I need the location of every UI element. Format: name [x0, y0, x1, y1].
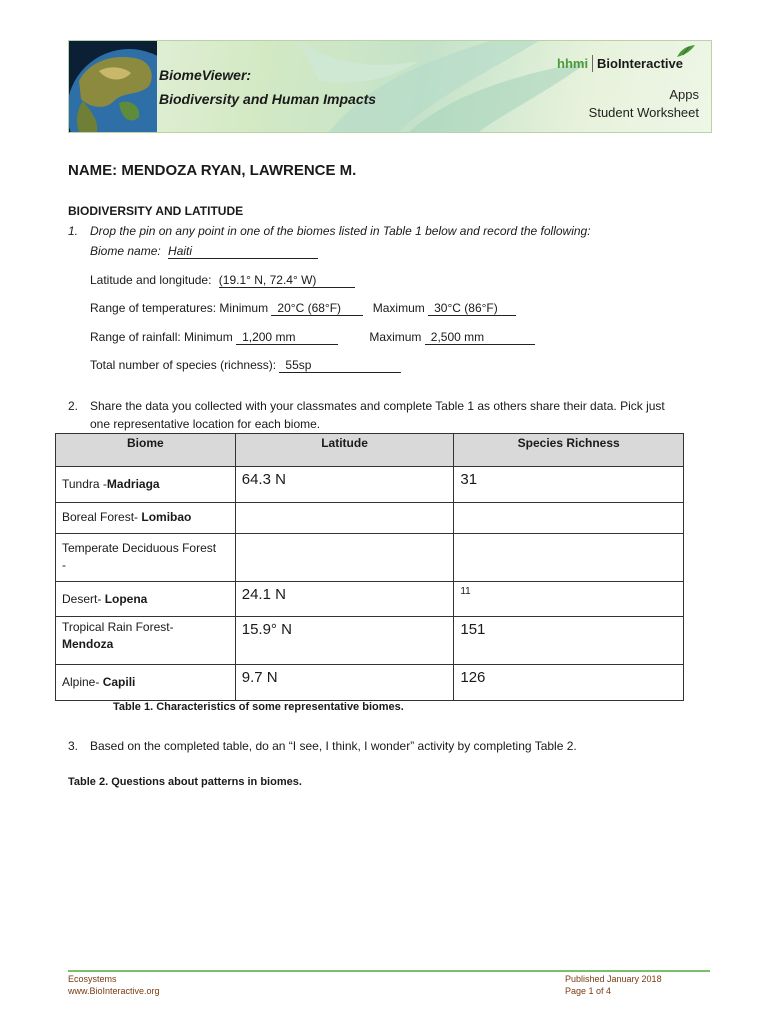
biome-name-row — [90, 243, 318, 259]
footer-divider — [68, 970, 710, 972]
q1-number: 1. — [68, 224, 79, 238]
table-row — [56, 617, 684, 665]
species-field: 55sp — [279, 358, 401, 373]
biome-name-field: Haiti — [168, 244, 318, 259]
latlong-field: (19.1° N, 72.4° W) — [219, 273, 355, 288]
richness-cell — [454, 534, 684, 582]
q2-line1: Share the data you collected with your classmates and complete Table 1 as others share their data. Pick just — [90, 399, 665, 413]
table-row — [56, 467, 684, 503]
biome-table — [55, 433, 684, 701]
logo-divider — [592, 55, 593, 72]
richness-cell — [454, 503, 684, 534]
species-row — [90, 357, 401, 373]
rainfall-row — [90, 329, 535, 345]
latitude-cell: 9.7 N — [235, 665, 454, 701]
richness-cell: 11 — [454, 582, 684, 617]
header-latitude: Latitude — [235, 434, 454, 467]
table2-title: Table 2. Questions about patterns in biomes. — [68, 776, 302, 788]
header-banner — [68, 40, 712, 133]
rain-min-label: Range of rainfall: Minimum — [90, 330, 233, 344]
student-name: NAME: MENDOZA RYAN, LAWRENCE M. — [68, 162, 357, 179]
table1-caption: Table 1. Characteristics of some representative biomes. — [113, 701, 404, 713]
app-title: BiomeViewer: — [159, 67, 252, 83]
worksheet-label: Student Worksheet — [588, 105, 699, 120]
temperature-row — [90, 300, 516, 316]
app-subtitle: Biodiversity and Human Impacts — [159, 91, 377, 107]
latitude-cell: 24.1 N — [235, 582, 454, 617]
rain-max-field: 2,500 mm — [425, 330, 535, 345]
biome-name-label: Biome name: — [90, 244, 161, 258]
hhmi-logo: hhmi — [557, 56, 589, 71]
q2-number: 2. — [68, 399, 79, 413]
biome-cell: Temperate Deciduous Forest - — [56, 534, 236, 582]
temp-min-label: Range of temperatures: Minimum — [90, 301, 269, 315]
footer-page-number: Page 1 of 4 — [565, 986, 612, 996]
biome-cell: Alpine- Capili — [56, 665, 236, 701]
table-row — [56, 534, 684, 582]
footer-left-1: Ecosystems — [68, 974, 117, 984]
species-label: Total number of species (richness): — [90, 358, 277, 372]
section-heading: BIODIVERSITY AND LATITUDE — [68, 204, 244, 218]
globe-image — [69, 41, 157, 132]
temp-max-field: 30°C (86°F) — [428, 301, 516, 316]
temp-max-label: Maximum — [372, 301, 425, 315]
latlong-label: Latitude and longitude: — [90, 273, 212, 287]
header-biome: Biome — [56, 434, 236, 467]
latlong-row — [90, 272, 355, 288]
rain-max-label: Maximum — [369, 330, 422, 344]
globe-icon — [69, 41, 157, 132]
apps-label: Apps — [669, 87, 699, 102]
richness-cell: 151 — [454, 617, 684, 665]
rain-min-field: 1,200 mm — [236, 330, 338, 345]
temp-min-field: 20°C (68°F) — [271, 301, 363, 316]
footer-website[interactable]: www.BioInteractive.org — [68, 986, 160, 996]
richness-cell: 126 — [454, 665, 684, 701]
header-richness: Species Richness — [454, 434, 684, 467]
latitude-cell — [235, 534, 454, 582]
richness-cell: 31 — [454, 467, 684, 503]
table-row — [56, 582, 684, 617]
q1-prompt: Drop the pin on any point in one of the biomes listed in Table 1 below and record the following: — [90, 224, 591, 238]
biome-cell: Desert- Lopena — [56, 582, 236, 617]
q3-number: 3. — [68, 739, 79, 753]
biome-cell: Boreal Forest- Lomibao — [56, 503, 236, 534]
q2-line2: one representative location for each biome. — [90, 417, 321, 431]
table-header-row — [56, 434, 684, 467]
biome-cell: Tropical Rain Forest- Mendoza — [56, 617, 236, 665]
table-row — [56, 503, 684, 534]
footer-published: Published January 2018 — [565, 974, 662, 984]
latitude-cell: 15.9° N — [235, 617, 454, 665]
table-row — [56, 665, 684, 701]
q3-text: Based on the completed table, do an “I see, I think, I wonder” activity by completing Table 2. — [90, 739, 577, 753]
biome-cell: Tundra -Madriaga — [56, 467, 236, 503]
latitude-cell — [235, 503, 454, 534]
biointeractive-logo: BioInteractive — [597, 56, 683, 71]
latitude-cell: 64.3 N — [235, 467, 454, 503]
